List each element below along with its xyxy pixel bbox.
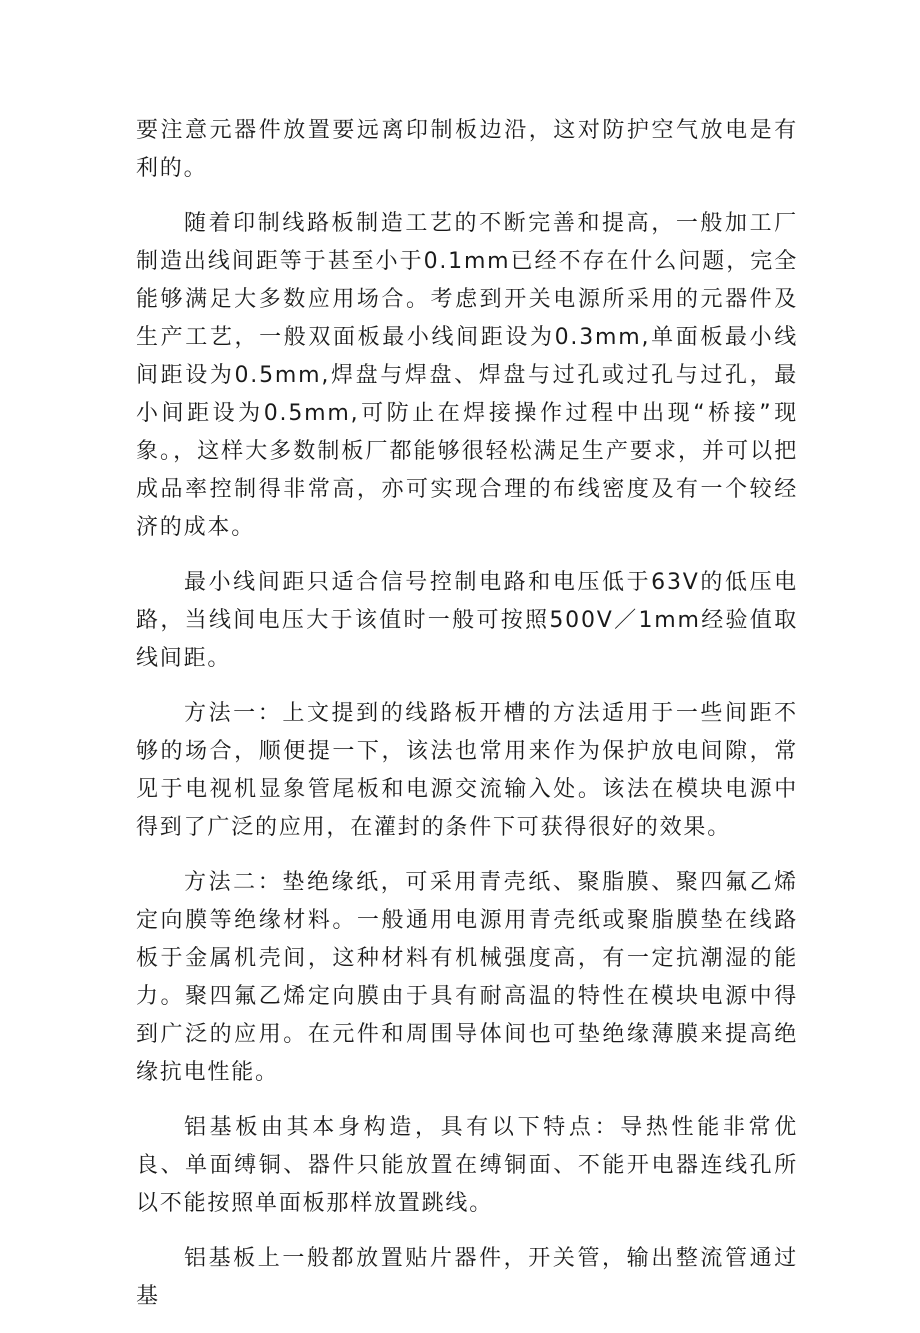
paragraph-3: 最小线间距只适合信号控制电路和电压低于63V的低压电路，当线间电压大于该值时一般可按照500V／1mm经验值取线间距。 <box>136 570 798 671</box>
paragraph-5: 方法二：垫绝缘纸，可采用青壳纸、聚脂膜、聚四氟乙烯定向膜等绝缘材料。一般通用电源用青壳纸或聚脂膜垫在线路板于金属机壳间，这种材料有机械强度高，有一定抗潮湿的能力。聚四氟乙烯定向膜由于具有耐高温的特性在模块电源中得到广泛的应用。在元件和周围导体间也可垫绝缘薄膜来提高绝缘抗电性能。 <box>136 870 798 1085</box>
document-body <box>136 112 798 1333</box>
paragraph-7: 铝基板上一般都放置贴片器件，开关管，输出整流管通过基 <box>136 1246 798 1309</box>
paragraph-1: 要注意元器件放置要远离印制板边沿，这对防护空气放电是有利的。 <box>136 118 798 181</box>
paragraph-2: 随着印制线路板制造工艺的不断完善和提高，一般加工厂制造出线间距等于甚至小于0.1mm已经不存在什么问题，完全能够满足大多数应用场合。考虑到开关电源所采用的元器件及生产工艺，一般双面板最小线间距设为0.3mm,单面板最小线间距设为0.5mm,焊盘与焊盘、焊盘与过孔或过孔与过孔，最小间距设为0.5mm,可防止在焊接操作过程中出现“桥接”现象。，这样大多数制板厂都能够很轻松满足生产要求，并可以把成品率控制得非常高，亦可实现合理的布线密度及有一个较经济的成本。 <box>136 211 798 540</box>
paragraph-6: 铝基板由其本身构造，具有以下特点：导热性能非常优良、单面缚铜、器件只能放置在缚铜面、不能开电器连线孔所以不能按照单面板那样放置跳线。 <box>136 1115 798 1216</box>
paragraph-4: 方法一：上文提到的线路板开槽的方法适用于一些间距不够的场合，顺便提一下，该法也常用来作为保护放电间隙，常见于电视机显象管尾板和电源交流输入处。该法在模块电源中得到了广泛的应用，在灌封的条件下可获得很好的效果。 <box>136 701 798 840</box>
